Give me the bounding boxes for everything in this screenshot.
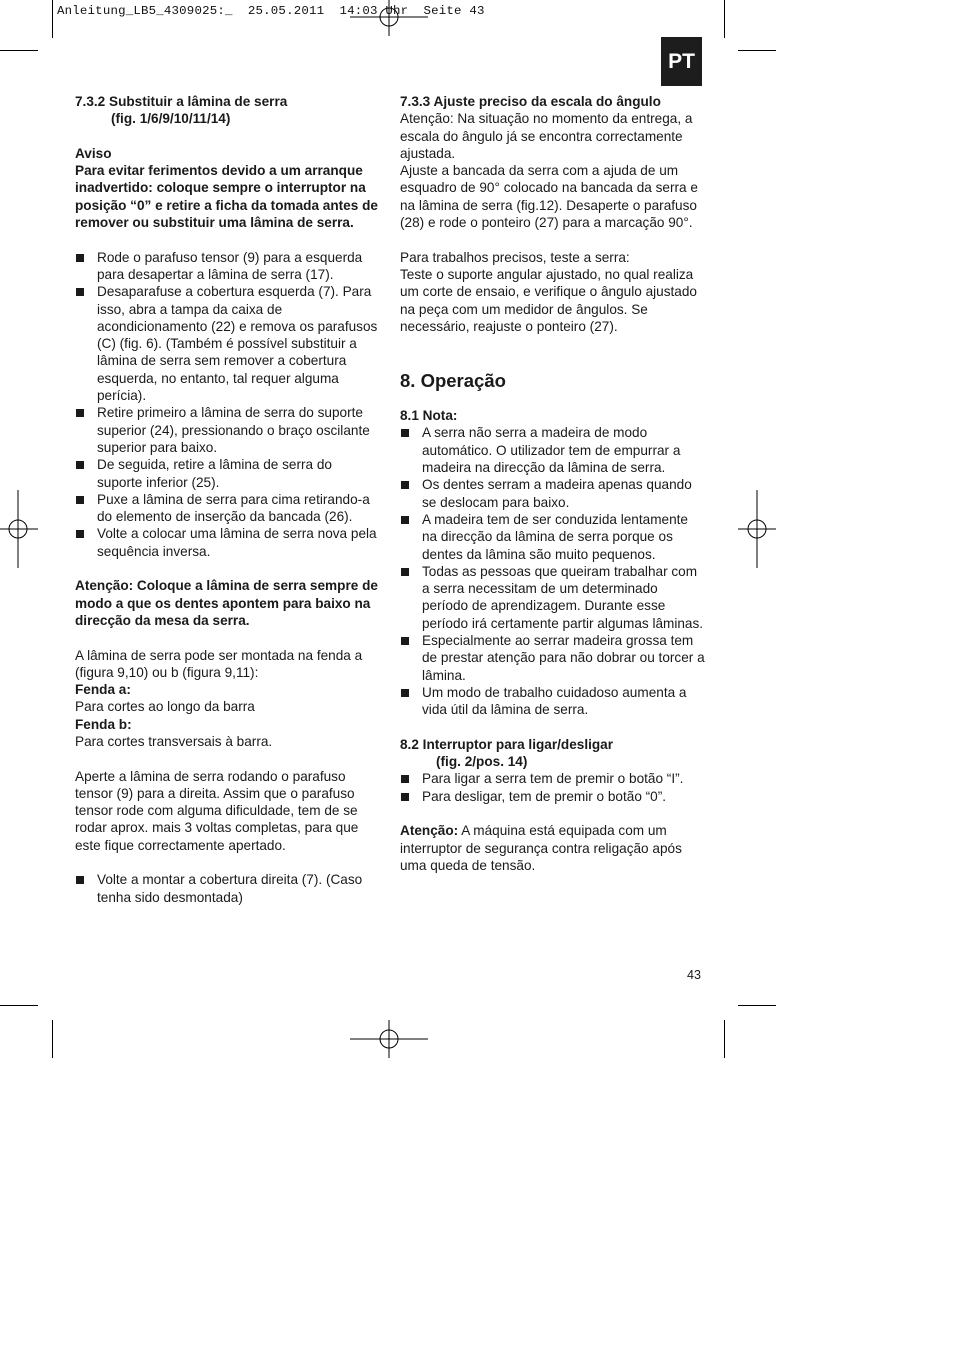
page-number: 43	[687, 968, 701, 982]
language-badge: PT	[661, 37, 702, 86]
list-item: Rode o parafuso tensor (9) para a esquerda para desapertar a lâmina de serra (17).	[75, 249, 380, 284]
list-item: Um modo de trabalho cuidadoso aumenta a vida útil da lâmina de serra.	[400, 684, 705, 719]
registration-mark-icon	[0, 490, 38, 568]
section-heading-figures: (fig. 1/6/9/10/11/14)	[111, 111, 231, 127]
subsection-heading-figures: (fig. 2/pos. 14)	[436, 754, 528, 770]
list-item: Para desligar, tem de premir o botão “0”.	[400, 788, 705, 805]
registration-mark-icon	[350, 1020, 428, 1058]
attention-paragraph	[400, 822, 705, 874]
print-slug: Anleitung_LB5_4309025:_ 25.05.2011 14:03 Uhr Seite 43	[57, 4, 485, 18]
crop-mark	[0, 1005, 38, 1006]
crop-mark	[738, 50, 776, 51]
warning-text: Para evitar ferimentos devido a um arranque inadvertido: coloque sempre o interruptor na posição “0” e retire a ficha da tomada antes de remover ou substituir uma lâmina de serra.	[75, 163, 378, 231]
section-heading: 7.3.3 Ajuste preciso da escala do ângulo	[400, 94, 661, 109]
paragraph: Aperte a lâmina de serra rodando o parafuso tensor (9) para a direita. Assim que o parafuso tensor rode com alguma dificuldade, tem de se rodar aprox. mais 3 voltas completas, para que este fique correctamente apertado.	[75, 768, 359, 853]
attention-label: Atenção:	[400, 823, 459, 839]
attention-text: A máquina está equipada com um interruptor de segurança contra religação após uma queda de tensão.	[400, 823, 682, 873]
list-item: Volte a montar a cobertura direita (7). (Caso tenha sido desmontada)	[75, 871, 380, 906]
slot-a-label: Fenda a:	[75, 682, 131, 698]
list-item: Todas as pessoas que queiram trabalhar com a serra necessitam de um determinado período de aprendizagem. Durante esse período irá certamente partir algumas lâminas.	[400, 563, 705, 632]
switch-list	[400, 770, 705, 805]
crop-mark	[52, 1020, 53, 1058]
instruction-list	[75, 249, 380, 560]
crop-mark	[724, 0, 725, 38]
chapter-title: 8. Operação	[400, 370, 506, 392]
paragraph: Teste o suporte angular ajustado, no qual realiza um corte de ensaio, e verifique o ângulo ajustado na peça com um medidor de ângulos. Se necessário, reajuste o ponteiro (27).	[400, 266, 697, 334]
list-item: A madeira tem de ser conduzida lentamente na direcção da lâmina de serra porque os dentes da lâmina são muito pequenos.	[400, 511, 705, 563]
instruction-list	[75, 871, 380, 906]
crop-mark	[0, 50, 38, 51]
crop-mark	[724, 1020, 725, 1058]
crop-mark	[738, 1005, 776, 1006]
attention-note: Atenção: Coloque a lâmina de serra sempre de modo a que os dentes apontem para baixo na direcção da mesa da serra.	[75, 578, 378, 628]
list-item: Retire primeiro a lâmina de serra do suporte superior (24), pressionando o braço oscilante superior para baixo.	[75, 404, 380, 456]
list-item: Especialmente ao serrar madeira grossa tem de prestar atenção para não dobrar ou torcer a lâmina.	[400, 632, 705, 684]
section-heading: 7.3.2 Substituir a lâmina de serra	[75, 94, 288, 109]
slot-a-text: Para cortes ao longo da barra	[75, 699, 255, 715]
list-item: Os dentes serram a madeira apenas quando se deslocam para baixo.	[400, 476, 705, 511]
note-list	[400, 424, 705, 718]
warning-title: Aviso	[75, 145, 112, 161]
slot-b-text: Para cortes transversais à barra.	[75, 733, 273, 749]
registration-mark-icon	[738, 490, 776, 568]
crop-mark	[52, 0, 53, 38]
list-item: Volte a colocar uma lâmina de serra nova pela sequência inversa.	[75, 525, 380, 560]
subsection-heading: 8.1 Nota:	[400, 408, 458, 424]
paragraph: A lâmina de serra pode ser montada na fenda a (figura 9,10) ou b (figura 9,11):	[75, 647, 363, 680]
subsection-heading: 8.2 Interruptor para ligar/desligar	[400, 736, 614, 752]
right-column	[400, 93, 705, 874]
list-item: A serra não serra a madeira de modo automático. O utilizador tem de empurrar a madeira na direcção da lâmina de serra.	[400, 424, 705, 476]
slot-b-label: Fenda b:	[75, 716, 132, 732]
left-column	[75, 93, 380, 906]
list-item: Desaparafuse a cobertura esquerda (7). Para isso, abra a tampa da caixa de acondicionamento (22) e remova os parafusos (C) (fig. 6). (Também é possível substituir a lâmina de serra sem remover a cobertura esquerda, no entanto, tal requer alguma perícia).	[75, 283, 380, 404]
registration-mark-icon	[350, 0, 428, 36]
paragraph: Ajuste a bancada da serra com a ajuda de um esquadro de 90° colocado na bancada da serra e na lâmina de serra (fig.12). Desaperte o parafuso (28) e rode o ponteiro (27) para a marcação 90°.	[400, 163, 698, 231]
list-item: Para ligar a serra tem de premir o botão “I”.	[400, 770, 705, 787]
paragraph: Atenção: Na situação no momento da entrega, a escala do ângulo já se encontra correctamente ajustada.	[400, 111, 693, 161]
list-item: Puxe a lâmina de serra para cima retirando-a do elemento de inserção da bancada (26).	[75, 491, 380, 526]
list-item: De seguida, retire a lâmina de serra do suporte inferior (25).	[75, 456, 380, 491]
paragraph: Para trabalhos precisos, teste a serra:	[400, 249, 630, 265]
